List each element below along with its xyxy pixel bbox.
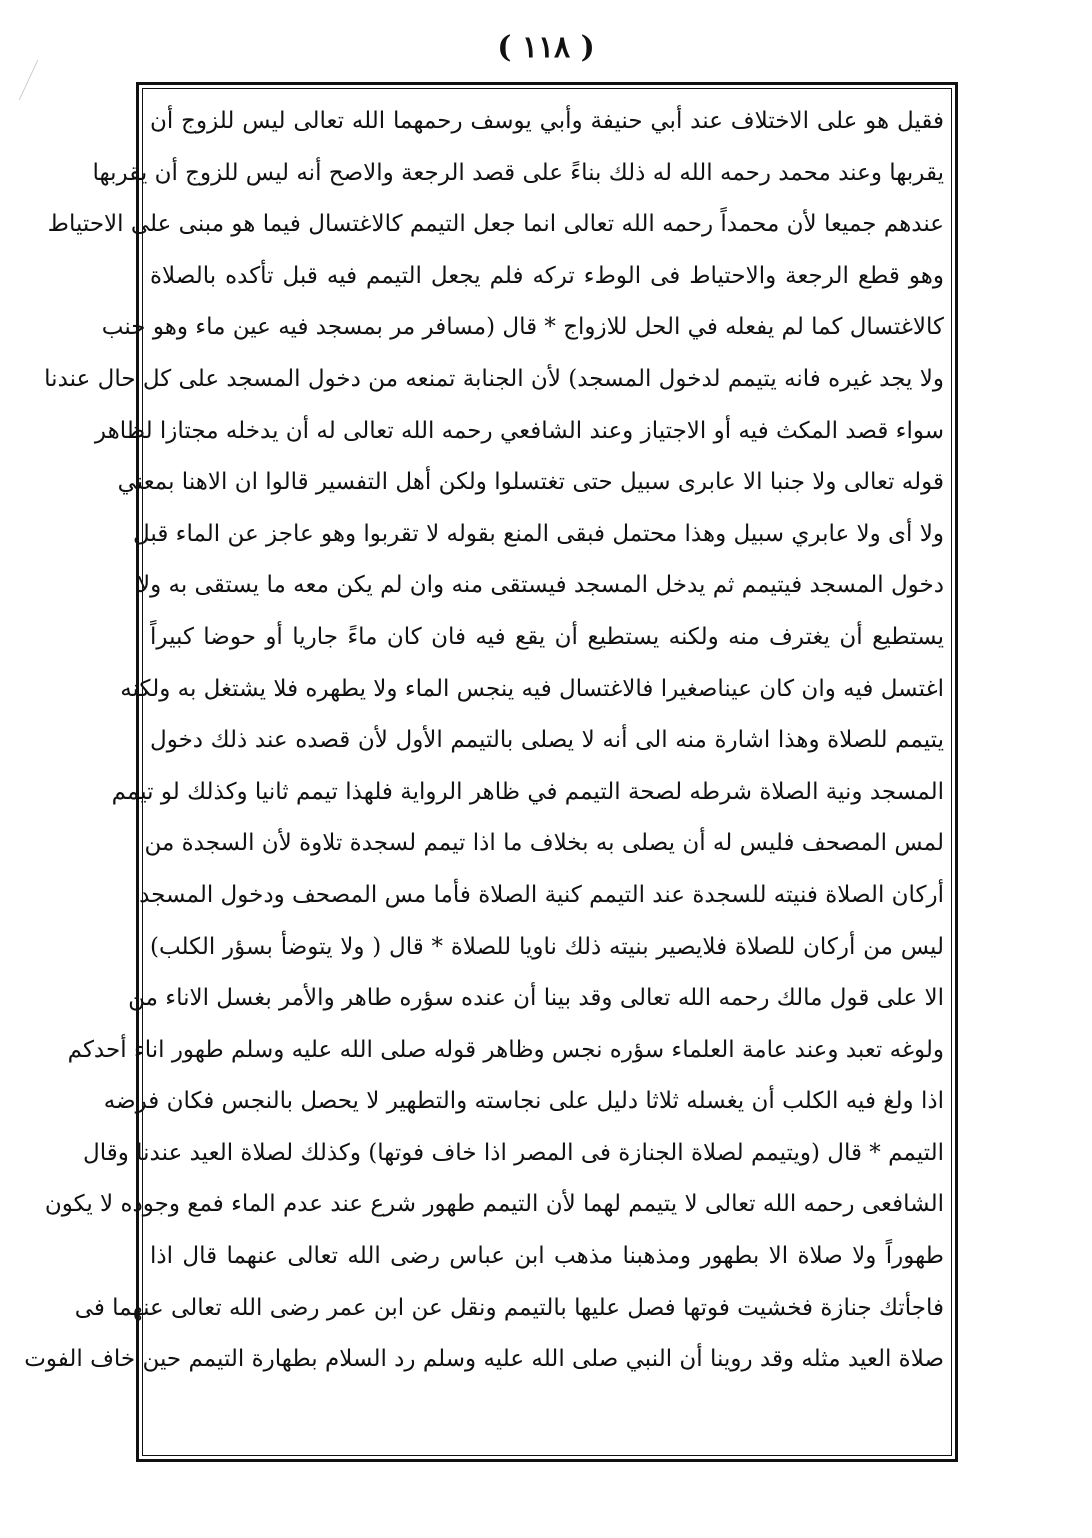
text-line: التيمم * قال (ويتيمم لصلاة الجنازة فى المصر اذا خاف فوتها) وكذلك لصلاة العيد عندنا وقال xyxy=(83,1139,944,1166)
text-line: المسجد ونية الصلاة شرطه لصحة التيمم في ظاهر الرواية فلهذا تيمم ثانيا وكذلك لو تيمم xyxy=(111,778,944,805)
text-line: ولوغه تعبد وعند عامة العلماء سؤره نجس وظاهر قوله صلى الله عليه وسلم طهور اناء أحدكم xyxy=(67,1036,944,1063)
text-line: يستطيع أن يغترف منه ولكنه يستطيع أن يقع فيه فان كان ماءً جاريا أو حوضا كبيراً xyxy=(150,623,944,650)
text-line: صلاة العيد مثله وقد روينا أن النبي صلى الله عليه وسلم رد السلام بطهارة التيمم حين خاف الفوت xyxy=(24,1346,944,1373)
text-line: دخول المسجد فيتيمم ثم يدخل المسجد فيستقى منه وان لم يكن معه ما يستقى به ولا xyxy=(136,572,944,599)
text-body xyxy=(24,96,944,1448)
text-line: فقيل هو على الاختلاف عند أبي حنيفة وأبي يوسف رحمهما الله تعالى ليس للزوج أن xyxy=(150,108,944,134)
text-line: طهوراً ولا صلاة الا بطهور ومذهبنا مذهب ابن عباس رضى الله تعالى عنهما قال اذا xyxy=(150,1243,944,1270)
text-line: قوله تعالى ولا جنبا الا عابرى سبيل حتى تغتسلوا ولكن أهل التفسير قالوا ان الاهنا بمعني xyxy=(117,469,944,496)
text-line: ولا أى ولا عابري سبيل وهذا محتمل فبقى المنع بقوله لا تقربوا وهو عاجز عن الماء قبل xyxy=(133,520,944,547)
text-line: اذا ولغ فيه الكلب أن يغسله ثلاثا دليل على نجاسته والتطهير لا يحصل بالنجس فكان فرضه xyxy=(103,1088,944,1115)
text-line: يتيمم للصلاة وهذا اشارة منه الى أنه لا يصلى بالتيمم الأول لأن قصده عند ذلك دخول xyxy=(150,727,944,754)
text-line: عندهم جميعا لأن محمداً رحمه الله تعالى انما جعل التيمم كالاغتسال فيما هو مبنى على الاحتياط xyxy=(47,211,944,238)
text-line: اغتسل فيه وان كان عيناصغيرا فالاغتسال فيه ينجس الماء ولا يطهره فلا يشتغل به ولكنه xyxy=(120,675,944,702)
text-line: سواء قصد المكث فيه أو الاجتياز وعند الشافعي رحمه الله تعالى له أن يدخله مجتازا لظاهر xyxy=(94,417,944,444)
text-line: لمس المصحف فليس له أن يصلى به بخلاف ما اذا تيمم لسجدة تلاوة لأن السجدة من xyxy=(144,830,944,857)
text-line: فاجأتك جنازة فخشيت فوتها فصل عليها بالتيمم ونقل عن ابن عمر رضى الله تعالى عنهما فى xyxy=(74,1294,944,1321)
text-line: وهو قطع الرجعة والاحتياط فى الوطء تركه فلم يجعل التيمم فيه قبل تأكده بالصلاة xyxy=(150,262,944,289)
text-line: ولا يجد غيره فانه يتيمم لدخول المسجد) لأن الجنابة تمنعه من دخول المسجد على كل حال عندنا xyxy=(44,365,944,392)
text-line: يقربها وعند محمد رحمه الله له ذلك بناءً على قصد الرجعة والاصح أنه ليس للزوج أن يقربها xyxy=(92,159,944,186)
text-line: الشافعى رحمه الله تعالى لا يتيمم لهما لأن التيمم طهور شرع عند عدم الماء فمع وجوده لا يكون xyxy=(44,1191,944,1218)
text-line: ليس من أركان للصلاة فلايصير بنيته ذلك ناويا للصلاة * قال ( ولا يتوضأ بسؤر الكلب) xyxy=(150,933,944,960)
text-line: كالاغتسال كما لم يفعله في الحل للازواج * قال (مسافر مر بمسجد فيه عين ماء وهو جنب xyxy=(101,314,944,341)
text-line: أركان الصلاة فنيته للسجدة عند التيمم كنية الصلاة فأما مس المصحف ودخول المسجد xyxy=(139,881,944,908)
text-line: الا على قول مالك رحمه الله تعالى وقد بينا أن عنده سؤره طاهر والأمر بغسل الاناء من xyxy=(128,985,944,1012)
page-number: ( ١١٨ ) xyxy=(497,30,595,65)
